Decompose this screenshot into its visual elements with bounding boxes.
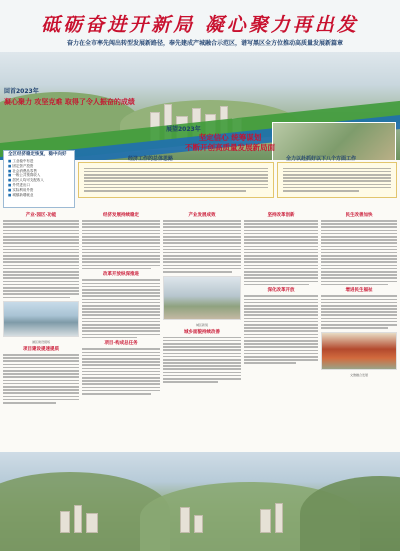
review-label: 回首2023年 bbox=[4, 88, 39, 95]
list-item: ■ 固定资产投资 bbox=[8, 164, 72, 169]
eight-tasks-box bbox=[277, 162, 397, 198]
section-title: 坚持改革创新 bbox=[267, 213, 295, 218]
outlook-label: 展望2023年 bbox=[166, 126, 201, 133]
outlook-slogan-2: 不断开创高质量发展新局面 bbox=[185, 143, 275, 152]
city-panorama-photo bbox=[0, 452, 400, 551]
list-item: ■ 外贸进出口 bbox=[8, 183, 72, 188]
article-column-4 bbox=[244, 210, 318, 450]
photo-caption: 港区建设现场 bbox=[31, 340, 50, 345]
city-photo bbox=[163, 276, 241, 320]
section-title: 项目建设提速提质 bbox=[23, 347, 59, 353]
section-title: 经济发展持续稳定 bbox=[103, 213, 139, 218]
photo-caption: 文旅融合发展 bbox=[349, 372, 368, 377]
culture-photo bbox=[321, 332, 397, 370]
section-title: 改革开放纵深推进 bbox=[103, 272, 139, 278]
section-title: 城乡面貌持续改善 bbox=[184, 329, 220, 335]
list-item: ■ 居民人均可支配收入 bbox=[8, 178, 72, 183]
outlook-slogan-1: 坚定信心 统筹谋划 bbox=[198, 133, 262, 142]
review-callout bbox=[4, 86, 154, 110]
article-column-2 bbox=[82, 210, 160, 450]
list-item: ■ 城镇新增就业 bbox=[8, 193, 72, 198]
section-title: 深化改革开放 bbox=[267, 288, 295, 294]
list-item: ■ 工业稳中有进 bbox=[8, 159, 72, 164]
list-item: ■ 实际利用外资 bbox=[8, 188, 72, 193]
overall-approach-title: 经济工作的总体思路 bbox=[128, 156, 174, 162]
section-title: 增进民生福祉 bbox=[345, 288, 373, 294]
section-title: 产业·园区·功能 bbox=[25, 213, 57, 218]
photo-caption: 城区新貌 bbox=[195, 322, 208, 327]
overall-approach-box bbox=[78, 162, 274, 198]
page-subtitle: 奋力在全市率先闯出转型发展新路径，奉先建成产城融合示范区，谱写黑区全方位推动高质量发展新篇章 bbox=[66, 40, 343, 47]
section-title: 项目·构成总任务 bbox=[104, 341, 138, 347]
port-photo bbox=[3, 301, 79, 337]
list-item: ■ 社会消费品零售 bbox=[8, 169, 72, 174]
article-column-5 bbox=[321, 210, 397, 450]
economy-bullet-list bbox=[8, 159, 72, 197]
article-column-3 bbox=[163, 210, 241, 450]
eight-tasks-title: 全力以赴抓好以下八个方面工作 bbox=[286, 156, 357, 162]
page-title: 砥砺奋进开新局 凝心聚力再出发 bbox=[41, 14, 359, 36]
section-title: 民生改善加快 bbox=[345, 213, 373, 218]
review-slogan: 凝心聚力 攻坚克难 取得了令人振奋的成绩 bbox=[4, 98, 135, 106]
list-item: ■ 一般公共预算收入 bbox=[8, 173, 72, 178]
section-title: 产业发展成效 bbox=[188, 213, 216, 218]
economy-summary-title: 全区经济稳定恢复，稳中向好 bbox=[8, 152, 67, 157]
article-column-1 bbox=[3, 210, 79, 450]
economy-summary-box bbox=[3, 150, 75, 208]
